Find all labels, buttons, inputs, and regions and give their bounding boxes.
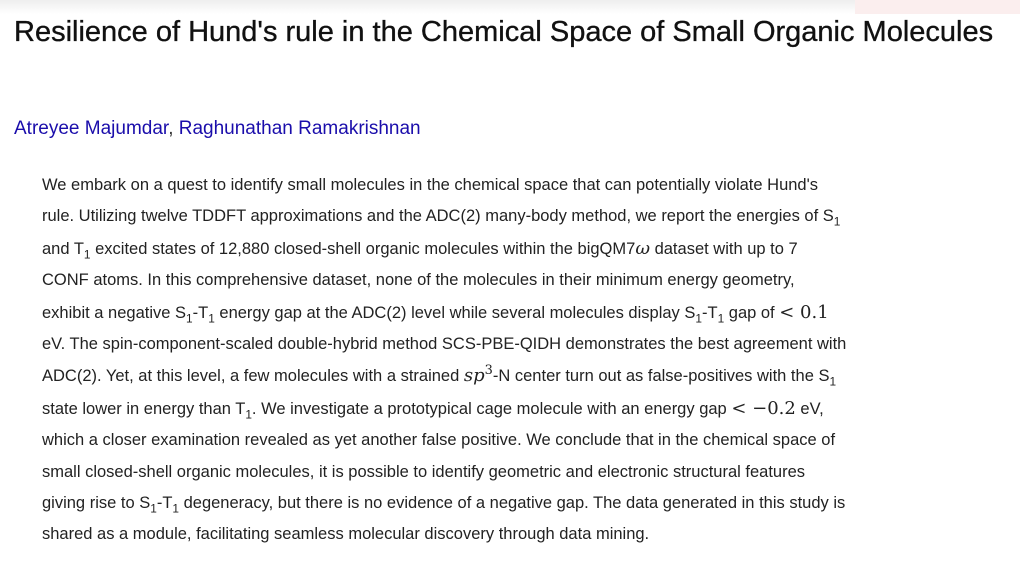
abstract-line: small closed-shell organic molecules, it is possible to identify geometric and electronic structural features	[42, 462, 806, 481]
abstract-line: state lower in energy than $T_1$. We investigate a prototypical cage molecule with an energy gap < −0.2 eV,	[42, 397, 824, 422]
abstract-line: giving rise to $S_1-T_1$ degeneracy, but there is no evidence of a negative gap. The data generated in this study is	[42, 494, 846, 516]
author-link[interactable]: Atreyee Majumdar	[14, 118, 169, 139]
abstract-line: rule. Utilizing twelve TDDFT approximations and the ADC(2) many-body method, we report the energies of $S_1$	[42, 207, 841, 229]
abstract-line: ADC(2). Yet, at this level, a few molecules with a strained $sp^3-N$ center turn out as false-positives with the $S_1$	[42, 363, 837, 389]
math-inline: < −0.2	[731, 397, 796, 419]
abstract-line: We embark on a quest to identify small molecules in the chemical space that can potentially violate Hund's	[42, 176, 818, 194]
abstract-line: CONF atoms. In this comprehensive dataset, none of the molecules in their minimum energy geometry,	[42, 271, 795, 290]
abstract-line: exhibit a negative $S_1-T_1$ energy gap at the ADC(2) level while several molecules display $S_1-T_1$ gap of < 0.1	[42, 301, 829, 325]
browser-top-strip	[0, 0, 1020, 14]
author-link[interactable]: Raghunathan Ramakrishnan	[178, 118, 421, 139]
abstract-line: which a closer examination revealed as yet another false positive. We conclude that in the chemical space of	[42, 431, 836, 450]
top-strip-accent	[855, 0, 1020, 14]
abstract	[42, 170, 1010, 551]
math-inline: < 0.1	[779, 301, 829, 323]
author-list	[14, 116, 421, 142]
paper-title: Resilience of Hund's rule in the Chemical Space of Small Organic Molecules	[14, 16, 994, 48]
abstract-line: eV. The spin-component-scaled double-hybrid method SCS-PBE-QIDH demonstrates the best agreement with	[42, 335, 847, 354]
author-separator: ,	[168, 118, 174, 139]
abstract-line: shared as a module, facilitating seamless molecular discovery through data mining.	[42, 525, 650, 544]
abstract-line: and $T_1$ excited states of 12,880 closed-shell organic molecules within the bigQM7ω dataset with up to 7	[42, 237, 798, 262]
